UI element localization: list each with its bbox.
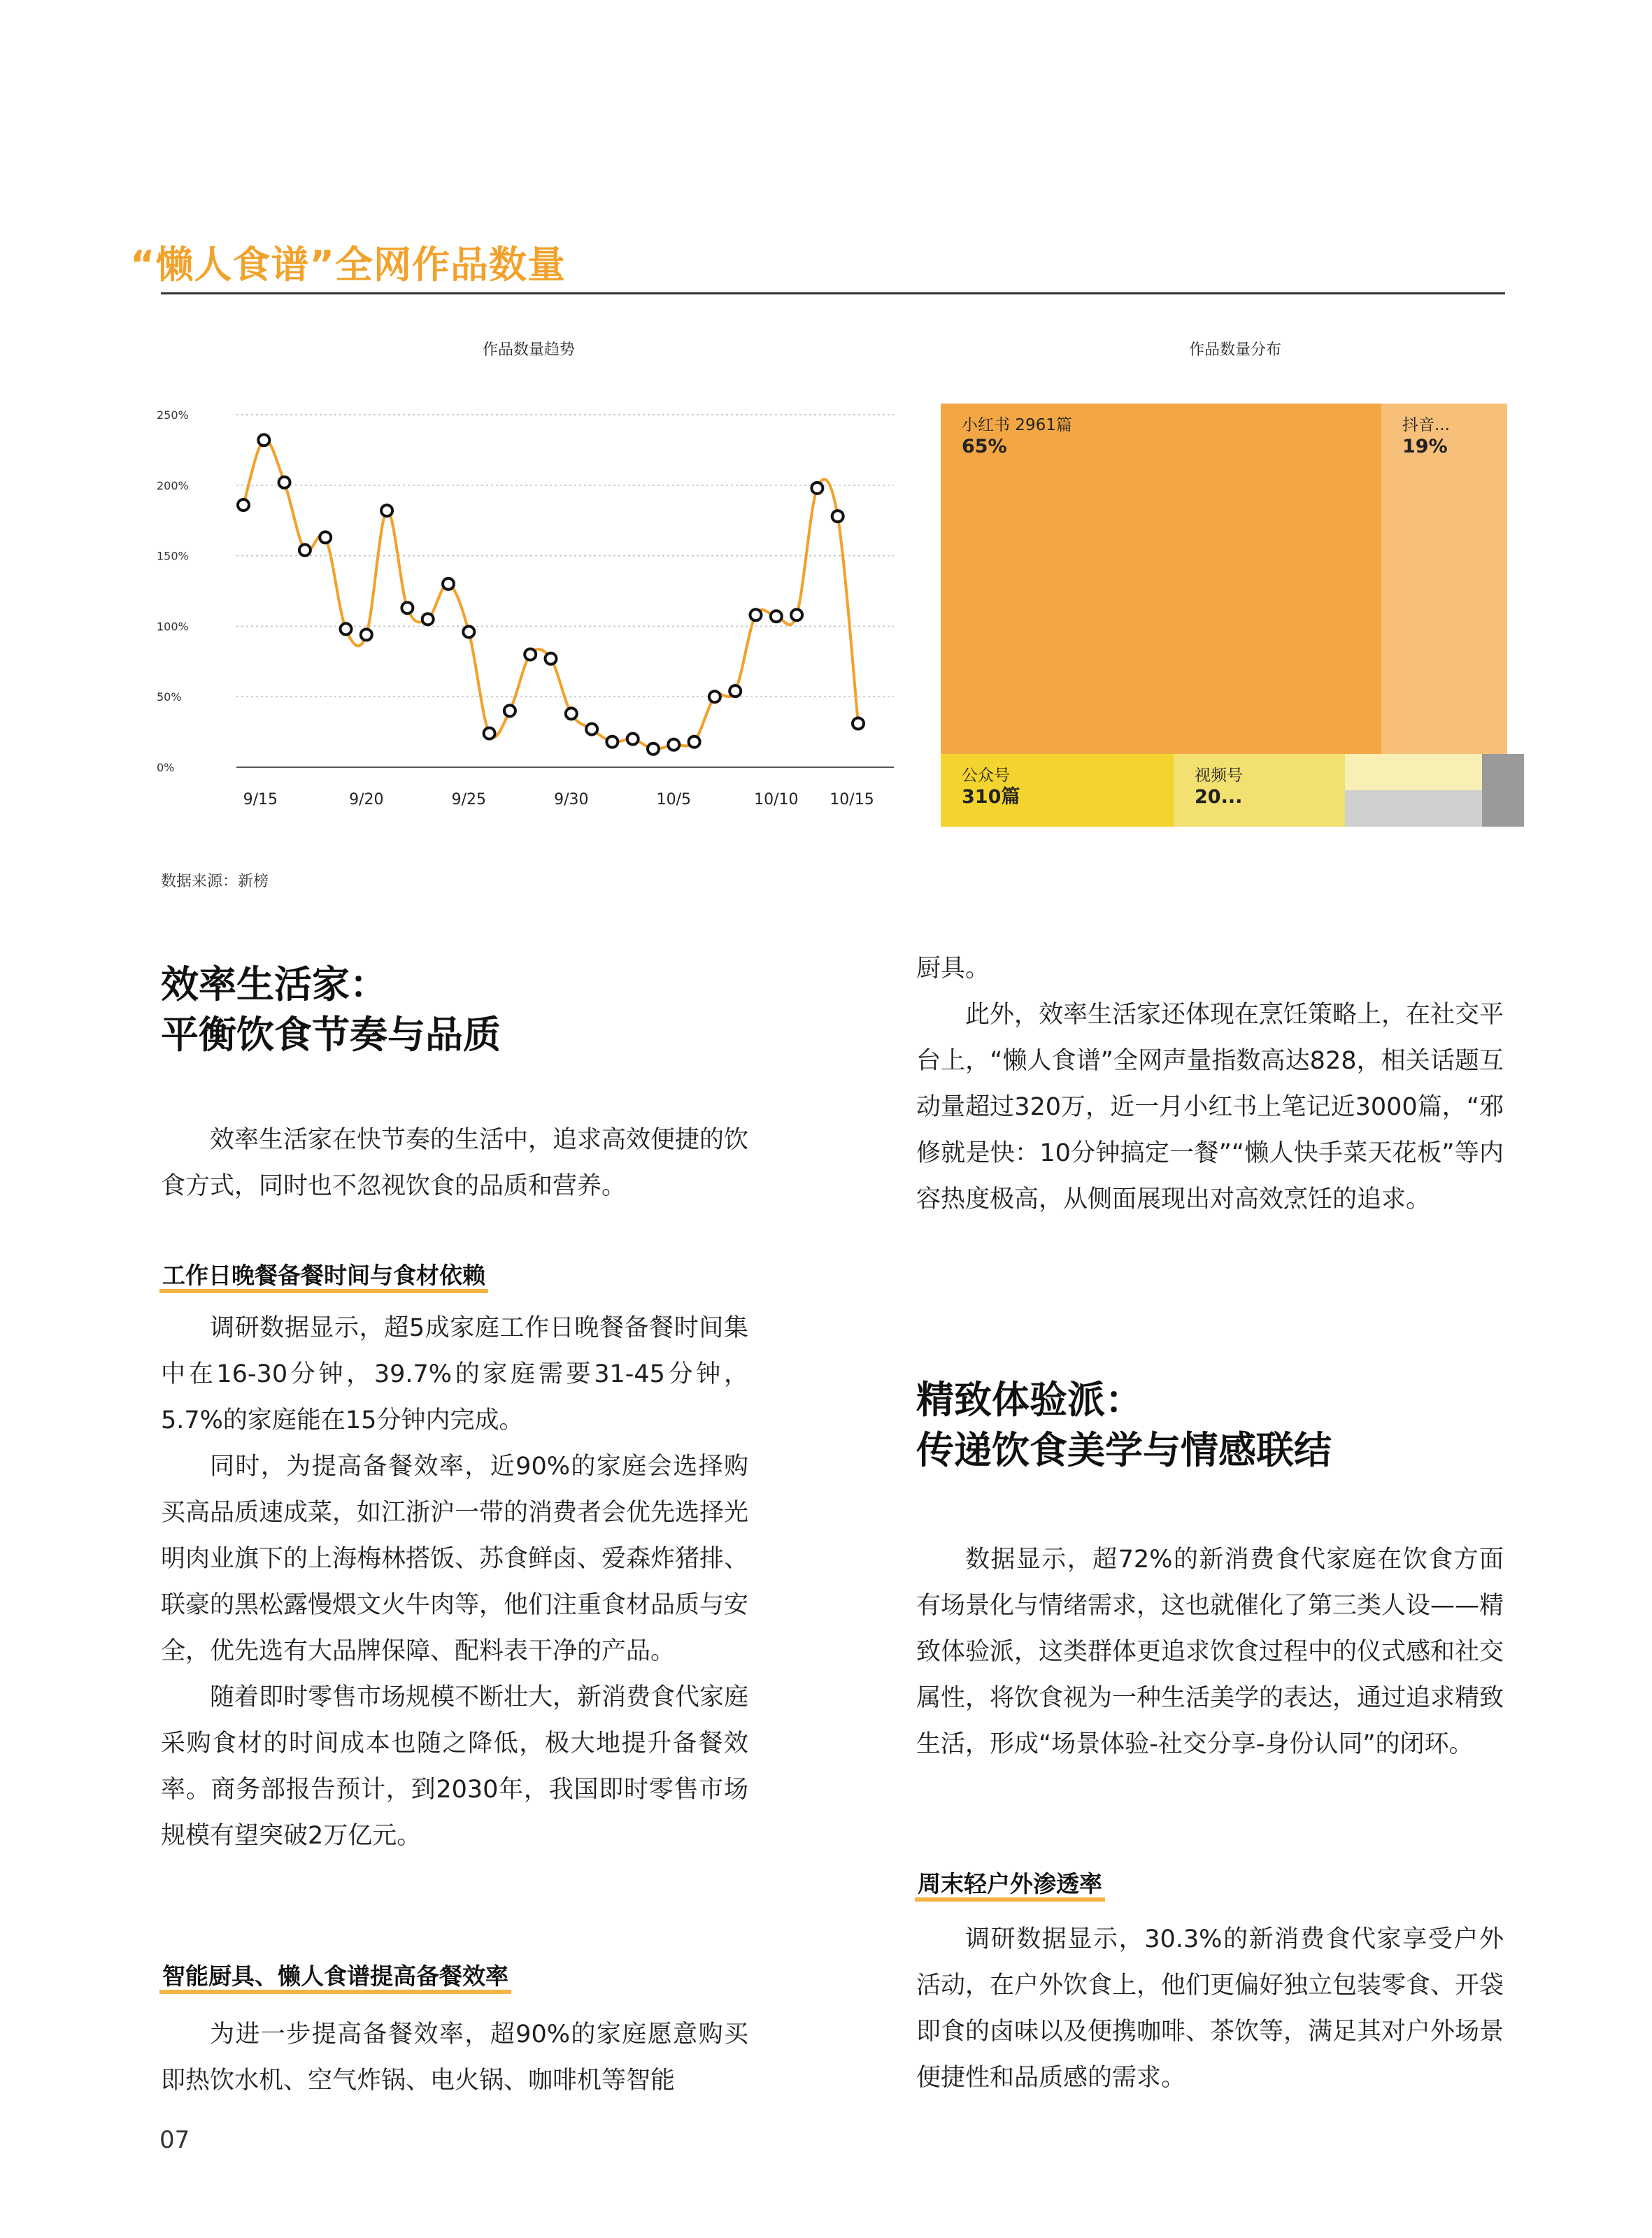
left-column (161, 960, 748, 1060)
right-heading-line2: 传递饮食美学与情感联结 (916, 1428, 1332, 1472)
treemap-cell-other-1 (1345, 754, 1482, 790)
left-body-2 (161, 2011, 748, 2104)
y-tick-label: 0% (157, 761, 175, 774)
treemap-title: 作品数量分布 (1189, 341, 1282, 359)
data-point (668, 739, 679, 750)
data-point (484, 728, 495, 739)
data-point (525, 649, 536, 660)
data-point (648, 743, 659, 755)
paragraph: 此外，效率生活家还体现在烹饪策略上，在社交平台上，“懒人食谱”全网声量指数高达828，相关话题互动量超过320万，近一月小红书上笔记近3000篇，“邪修就是快：10分钟搞定一餐”“懒人快手菜天花板”等内容热度极高，从侧面展现出对高效烹饪的追求。 (916, 1001, 1504, 1213)
data-point (258, 434, 269, 446)
left-subheading-1: 工作日晚餐备餐时间与食材依赖 (159, 1257, 488, 1293)
data-point (341, 623, 352, 634)
left-intro (161, 1117, 748, 1209)
right-heading-line1: 精致体验派： (916, 1378, 1143, 1422)
x-tick-label: 10/5 (656, 791, 692, 808)
data-point (504, 705, 515, 716)
right-subheading-wrap (915, 1866, 1105, 1902)
data-point (791, 609, 802, 620)
left-heading-line1: 效率生活家： (161, 962, 387, 1006)
series-line (243, 440, 858, 749)
treemap-label: 视频号 (1195, 767, 1243, 785)
data-point (811, 483, 823, 494)
treemap-value: 19% (1402, 436, 1448, 457)
paragraph: 厨具。 (916, 955, 990, 983)
data-point (381, 505, 392, 516)
y-tick-label: 250% (157, 408, 189, 422)
treemap-cell-other-3 (1482, 754, 1524, 827)
data-point (689, 736, 700, 748)
data-point (361, 629, 372, 640)
treemap-label: 抖音... (1402, 416, 1450, 434)
paragraph: 数据显示，超72%的新消费食代家庭在饮食方面有场景化与情绪需求，这也就催化了第三类人设——精致体验派，这类群体更追求饮食过程中的仪式感和社交属性，将饮食视为一种生活美学的表达，通过追求精致生活，形成“场景体验-社交分享-身份认同”的闭环。 (916, 1546, 1504, 1758)
data-point (422, 613, 434, 625)
data-point (750, 609, 762, 620)
treemap (941, 404, 1507, 827)
left-subheading-2-wrap (159, 1958, 511, 1994)
left-body (161, 1305, 748, 1859)
treemap-value: 65% (962, 436, 1007, 457)
y-tick-label: 50% (157, 690, 182, 704)
data-point (627, 734, 639, 745)
y-tick-label: 150% (157, 549, 189, 563)
right-body-mid (916, 1537, 1504, 1767)
left-subheading-2: 智能厨具、懒人食谱提高备餐效率 (159, 1958, 511, 1994)
y-tick-label: 200% (157, 478, 189, 492)
treemap-cell-other-2 (1345, 790, 1482, 827)
left-subheading-1-wrap (159, 1257, 488, 1293)
paragraph: 调研数据显示，超5成家庭工作日晚餐备餐时间集中在16-30分钟，39.7%的家庭需要31-45分钟，5.7%的家庭能在15分钟内完成。 (161, 1314, 748, 1434)
data-point (279, 477, 290, 488)
data-point (238, 499, 249, 511)
data-point (709, 691, 720, 702)
treemap-label: 公众号 (962, 767, 1010, 785)
treemap-cell-shipinhao (1174, 754, 1345, 827)
paragraph: 调研数据显示，30.3%的新消费食代家享受户外活动，在户外饮食上，他们更偏好独立包装零食、开袋即食的卤味以及便携咖啡、茶饮等，满足其对户外场景便捷性和品质感的需求。 (916, 1925, 1504, 2092)
x-tick-label: 10/10 (754, 791, 799, 808)
treemap-label: 小红书 2961篇 (962, 416, 1072, 434)
data-point (443, 578, 454, 590)
data-point (299, 545, 311, 556)
y-tick-label: 100% (157, 620, 189, 634)
data-point (320, 532, 331, 543)
paragraph: 同时，为提高备餐效率，近90%的家庭会选择购买高品质速成菜，如江浙沪一带的消费者会优先选择光明肉业旗下的上海梅林搭饭、苏食鲜卤、爱森炸猪排、联豪的黑松露慢煨文火牛肉等，他们注重食材品质与安全，优先选有大品牌保障、配料表干净的产品。 (161, 1453, 749, 1665)
x-tick-label: 9/25 (451, 791, 487, 808)
section-title: “懒人食谱”全网作品数量 (130, 243, 566, 287)
line-chart (140, 392, 923, 839)
right-heading (916, 1375, 1504, 1476)
left-heading-line2: 平衡饮食节奏与品质 (161, 1013, 501, 1057)
data-point (401, 602, 413, 613)
treemap-value: 310篇 (962, 786, 1020, 808)
treemap-cell-douyin (1381, 404, 1507, 754)
treemap-cell-xiaohongshu (941, 404, 1381, 754)
right-body-bottom (916, 1916, 1504, 2101)
treemap-value: 20... (1195, 786, 1243, 808)
data-point (566, 708, 577, 719)
data-point (853, 718, 864, 729)
page-number: 07 (159, 2126, 190, 2154)
x-tick-label: 10/15 (829, 791, 874, 808)
data-point (832, 511, 843, 522)
data-point (606, 736, 618, 748)
paragraph: 为进一步提高备餐效率，超90%的家庭愿意购买即热饮水机、空气炸锅、电火锅、咖啡机等智能 (161, 2020, 748, 2095)
data-point (546, 653, 557, 664)
line-chart-title: 作品数量趋势 (483, 341, 576, 359)
data-point (586, 724, 597, 735)
data-point (771, 611, 782, 622)
x-tick-label: 9/30 (554, 791, 589, 808)
x-tick-label: 9/15 (243, 791, 278, 808)
data-point (729, 685, 741, 697)
data-source: 数据来源：新榜 (161, 873, 269, 890)
x-tick-label: 9/20 (349, 791, 384, 808)
right-subheading-1: 周末轻户外渗透率 (915, 1866, 1105, 1902)
top-divider (161, 292, 1505, 294)
data-point (463, 626, 474, 637)
intro-paragraph: 效率生活家在快节奏的生活中，追求高效便捷的饮食方式，同时也不忽视饮食的品质和营养。 (161, 1126, 749, 1200)
right-body-top (916, 946, 1504, 1223)
paragraph: 随着即时零售市场规模不断壮大，新消费食代家庭采购食材的时间成本也随之降低，极大地提升备餐效率。商务部报告预计，到2030年，我国即时零售市场规模有望突破2万亿元。 (161, 1683, 749, 1850)
treemap-cell-gongzhonghao (941, 754, 1174, 827)
